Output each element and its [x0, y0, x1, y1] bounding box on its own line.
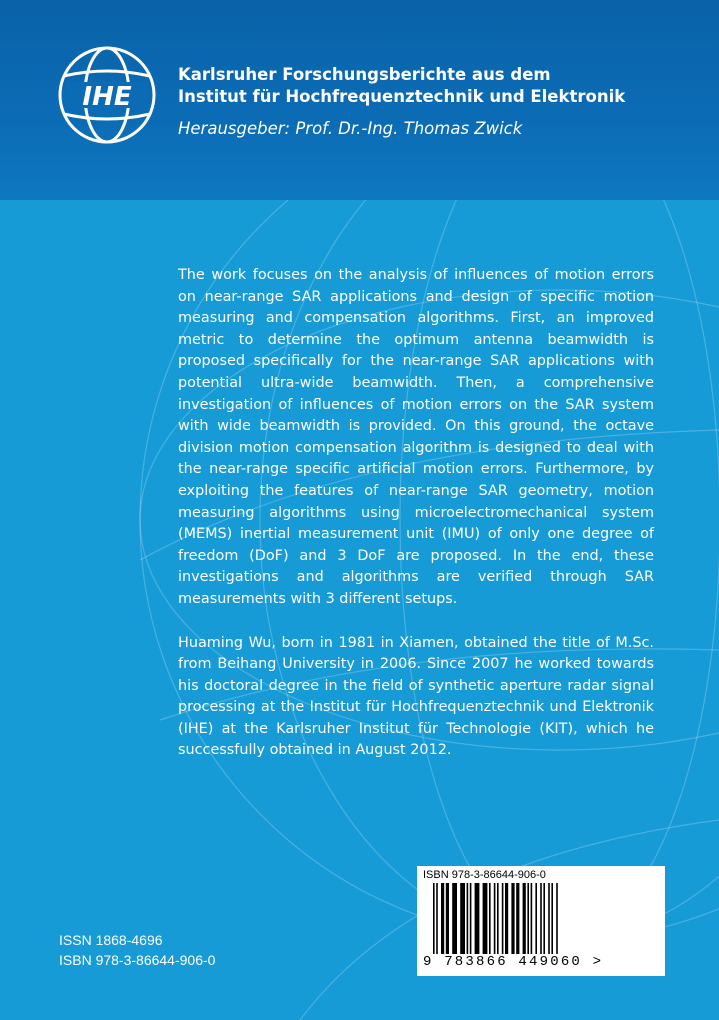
barcode-bar	[511, 883, 514, 955]
barcode-bar	[470, 883, 472, 955]
barcode-bar	[446, 883, 449, 955]
barcode-digits: 9 783866 449060 >	[421, 954, 663, 970]
barcode-bar	[475, 883, 480, 955]
cover-text	[178, 265, 654, 784]
barcode-bar	[551, 883, 553, 955]
barcode-bar	[516, 883, 519, 955]
barcode-bar	[548, 883, 550, 955]
barcode-bar	[494, 883, 496, 955]
series-title-line-2: Institut für Hochfrequenztechnik und Elektronik	[178, 87, 626, 106]
barcode-bar	[556, 883, 558, 955]
editor-line: Herausgeber: Prof. Dr.-Ing. Thomas Zwick	[178, 119, 523, 138]
issn-text: ISSN 1868-4696	[59, 932, 163, 948]
barcode-bar	[540, 883, 542, 955]
series-title	[178, 64, 625, 108]
series-title-line-1: Karlsruher Forschungsberichte aus dem	[178, 65, 551, 84]
abstract-paragraph: The work focuses on the analysis of influences of motion errors on near-range SAR applications and design of specific motion measuring and compensation algorithms. First, an improved metric to determine the optimum antenna beamwidth is proposed specifically for the near-range SAR applications with potential ultra-wide beamwidth. Then, a comprehensive investigation of influences of motion errors on the SAR system with wide beamwidth is provided. On this ground, the octave division motion compensation algorithm is designed to deal with the near-range specific artificial motion errors. Furthermore, by exploiting the features of near-range SAR geometry, motion measuring algorithms using microelectromechanical system (MEMS) inertial measurement unit (IMU) of only one degree of freedom (DoF) and 3 DoF are proposed. In the end, these investigations and algorithms are verified through SAR measurements with 3 different setups.	[178, 267, 654, 607]
barcode-bar	[505, 883, 508, 955]
barcode-bar	[460, 883, 465, 955]
ihe-logo-icon	[56, 44, 158, 146]
barcode-bar	[467, 883, 469, 955]
isbn-text: ISBN 978-3-86644-906-0	[59, 952, 216, 968]
barcode-bar	[489, 883, 491, 955]
barcode-bar	[452, 883, 457, 955]
identifiers	[59, 930, 215, 970]
series-header	[0, 0, 719, 200]
barcode-bar	[483, 883, 488, 955]
barcode-bar	[502, 883, 504, 955]
barcode-bar	[523, 883, 526, 955]
barcode-bar	[535, 883, 537, 955]
author-bio-paragraph: Huaming Wu, born in 1981 in Xiamen, obtained the title of M.Sc. from Beihang University in 2006. Since 2007 he worked towards his doctoral degree in the field of synthetic aperture radar signal processing at the Institut für Hochfrequenztechnik und Elektronik (IHE) at the Karlsruher Institut für Technologie (KIT), which he successfully obtained in August 2012.	[178, 634, 654, 759]
barcode-bar	[543, 883, 545, 955]
barcode-bar	[527, 883, 529, 955]
logo-text: IHE	[82, 82, 132, 112]
barcode-bar	[441, 883, 444, 955]
barcode-bar	[433, 883, 435, 955]
isbn-barcode	[417, 866, 665, 976]
barcode-bar	[436, 883, 438, 955]
barcode-bar	[531, 883, 533, 955]
barcode-bar	[497, 883, 499, 955]
barcode-label: ISBN 978-3-86644-906-0	[423, 869, 546, 881]
